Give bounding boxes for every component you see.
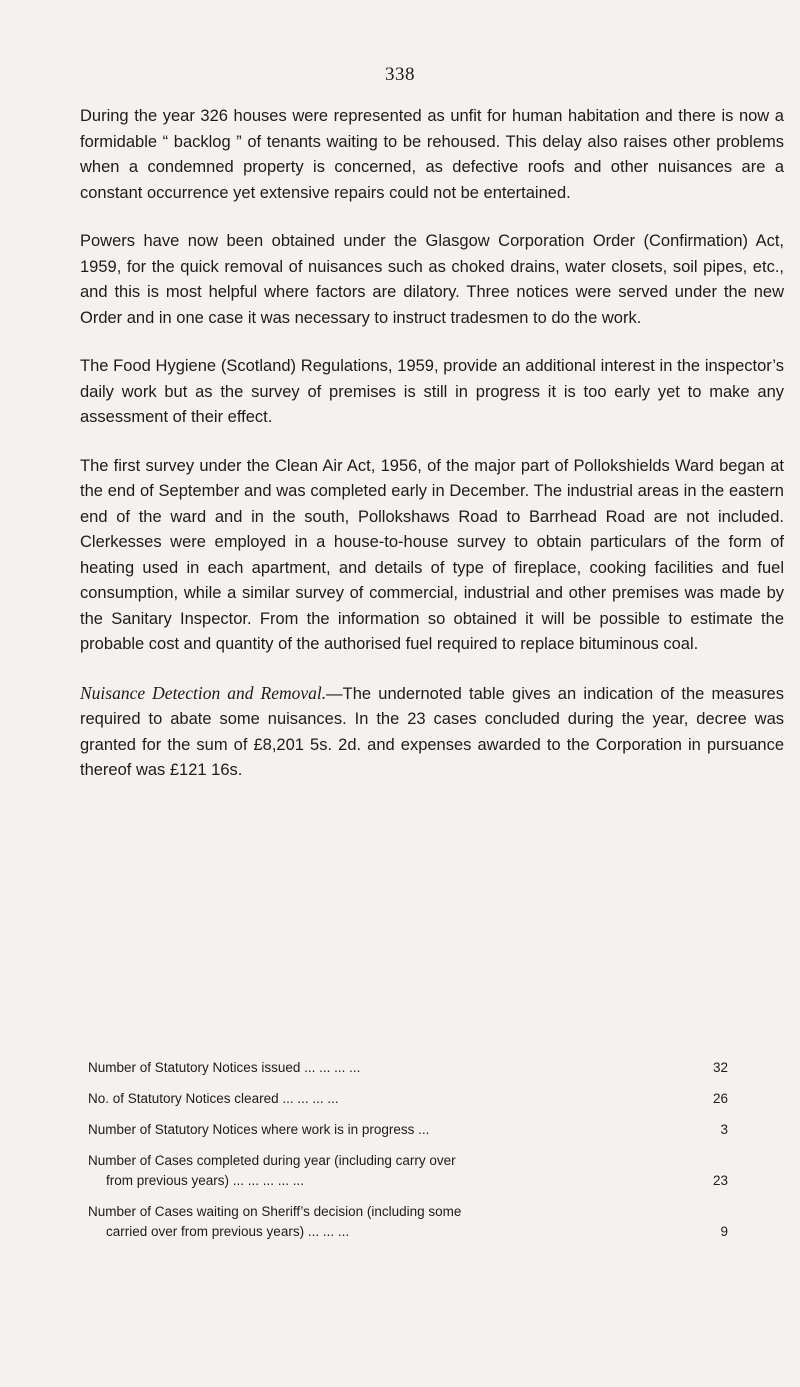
stat-label-line: Number of Statutory Notices where work is in progress ...: [88, 1122, 430, 1137]
stat-row: [88, 1202, 728, 1242]
paragraph-nuisance: [80, 681, 784, 784]
stat-value: 3: [720, 1122, 728, 1137]
stat-label-line: No. of Statutory Notices cleared ... ... ... ...: [88, 1091, 339, 1106]
paragraph-food-hygiene: The Food Hygiene (Scotland) Regulations, 1959, provide an additional interest in the inspector’s daily work but as the survey of premises is still in progress it is too early yet to make any assessment of their effect.: [80, 357, 784, 426]
stat-row: [88, 1058, 728, 1078]
stat-label-line: Number of Statutory Notices issued ... ... ... ...: [88, 1060, 361, 1075]
statistics-table: [88, 1058, 728, 1253]
stat-label: [88, 1151, 688, 1191]
stat-label: [88, 1089, 688, 1109]
stat-label-continuation: from previous years) ... ... ... ... ...: [106, 1173, 305, 1188]
page-number: 338: [385, 64, 415, 85]
stat-row: [88, 1089, 728, 1109]
paragraph-powers: Powers have now been obtained under the Glasgow Corporation Order (Confirmation) Act, 1959, for the quick removal of nuisances such as choked drains, water closets, soil pipes, etc., and this is most helpful where factors are dilatory. Three notices were served under the new Order and in one case it was necessary to instruct tradesmen to do the work.: [80, 232, 784, 327]
stat-value: 9: [720, 1224, 728, 1239]
body-text: [80, 104, 784, 807]
stat-value: 26: [712, 1091, 728, 1106]
paragraph-clean-air: The first survey under the Clean Air Act, 1956, of the major part of Pollokshields Ward began at the end of September and was completed early in December. The industrial areas in the eastern end of the ward and in the south, Pollokshaws Road to Barrhead Road are not included. Clerkesses were employed in a house-to-house survey to obtain particulars of the form of heating used in each apartment, and details of type of fireplace, cooking facilities and fuel consumption, while a similar survey of commercial, industrial and other premises was made by the Sanitary Inspector. From the information so obtained it will be possible to estimate the probable cost and quantity of the authorised fuel required to replace bituminous coal.: [80, 456, 784, 653]
stat-value: 32: [712, 1060, 728, 1075]
nuisance-text: —The undernoted table gives an indication of the measures required to abate some nuisances. In the 23 cases concluded during the year, decree was granted for the sum of £8,201 5s. 2d. and expenses awarded to the Corporation in pursuance thereof was £121 16s.: [80, 684, 784, 779]
stat-label: [88, 1058, 688, 1078]
stat-label-continuation: carried over from previous years) ... ... ...: [106, 1224, 350, 1239]
stat-value: 23: [712, 1173, 728, 1188]
stat-label-line: Number of Cases waiting on Sheriff’s decision (including some: [88, 1204, 462, 1219]
stat-label-line: Number of Cases completed during year (including carry over: [88, 1153, 456, 1168]
paragraph-rehousing: During the year 326 houses were represented as unfit for human habitation and there is now a formidable “ backlog ” of tenants waiting to be rehoused. This delay also raises other problems when a condemned property is concerned, as defective roofs and other nuisances are a constant occurrence yet extensive repairs could not be entertained.: [80, 107, 784, 202]
stat-label: [88, 1120, 688, 1140]
stat-label: [88, 1202, 688, 1242]
nuisance-heading: Nuisance Detection and Removal.: [80, 682, 327, 703]
stat-row: [88, 1120, 728, 1140]
stat-row: [88, 1151, 728, 1191]
